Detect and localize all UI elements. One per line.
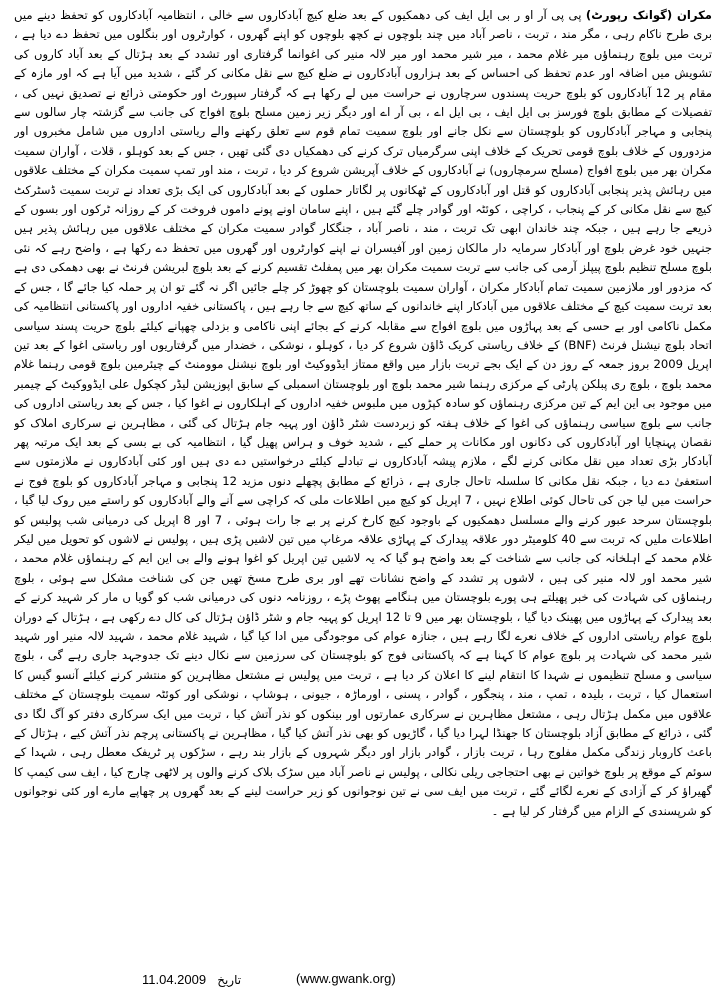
date-label: تاریخ — [217, 973, 242, 987]
footer — [0, 951, 724, 991]
article-text: پی پی آر او ر بی ایل ایف کی دھمکیوں کے بعد ضلع کیچ آبادکاروں سے خالی ، انتظامیہ آبادکاروں کو تحفظ دینے میں بری طرح ناکام رہی ، مگر مند ، تربت ، ناصر آباد میں چند بلوچوں نے کچھ بلوچوں کو اپنے گھروں ، کوارٹروں اور بنگلوں میں تحفظ دے دیا ہے ، تربت میں بلوچ رہنماؤں میر غلام محمد ، میر شیر محمد اور میر لالہ منیر کی اغوانما گرفتاری اور تشدد کے بعد ہڑتال کے بعد آباد کاروں کی تشویش میں اضافہ اور عدم تحفظ کی احساس کے بعد ہزاروں آبادکاروں نے ضلع کیچ سے نقل مکانی کر گئے ، شدید میں آیا ہے کہ اور مازہ کے مقام پر 12 آبادکاروں کو بلوچ حریت پسندوں سرچاروں نے حراست میں لے رکھا ہے کہ گرفتار سپورٹ اور حکومتی ذرائع نے تصدیق نہیں کی ، تفصیلات کے مطابق بلوچ فورسز بی ایل ایف ، بی ایل اے ، بی آر اے اور دیگر زیر زمین مسلح بلوچ افواج کی جانب سے گزشتہ چار سالوں سے پنجابی و مہاجر آبادکاروں کو بلوچستان سے نکل جانے اور بلوچ سمیت تمام قوم سے تعلق رکھنے والے ریاستی اداروں میں شامل مخبروں اور مزدوروں کے خلاف بلوچ قومی تحریک کے خلاف اپنی سرگرمیاں ترک کرنے کی دھمکیاں دی گئی تھیں ، جس کے بعد کوہلو ، قلات ، آواران سمیت مکران بھر میں بلوچ افواج (مسلح سرمچاروں) نے آبادکاروں کے خلاف آپریشن شروع کر دیا ، تربت ، مند اور تمپ سمیت مکران کے مختلف علاقوں میں رہائش پذیر پنجابی آبادکاروں کو قتل اور آبادکاروں کے ٹھکانوں پر لگاتار حملوں کے بعد آبادکاروں کی ایک بڑی تعداد نے تربت سمیت ڈسٹرکٹ کیچ سے نقل مکانی کر کے پنجاب ، کراچی ، کوئٹہ اور گوادر چلے گئے ہیں ، اپنے سامان اونے پونے داموں فروخت کر کے روزانہ ٹرکوں اور بسوں کے ذریعے جا رہے ہیں ، جبکہ چند خاندان ابھی تک تربت ، مند ، ناصر آباد ، جنگکار گوادر سمیت مکران کے مختلف علاقوں میں رہائش پذیر ہیں جنہیں خود غرض بلوچ اور آبادکار سرمایہ دار مالکان زمین اور آفیسران نے اپنے کوارٹروں اور گھروں میں تحفظ دے رکھا ہے ، واضح رہے کہ نئی بلوچ مسلح تنظیم بلوچ پیپلز آرمی کی جانب سے تربت سمیت مکران بھر میں پمفلٹ تقسیم کرنے کے بعد بلوچ لبریشن فرنٹ نے بھی دھمکی دی ہے کہ مزدور اور ملازمین سمیت تمام آبادکار مکران ، آواران سمیت بلوچستان کو چھوڑ کر چلے جائیں اگر نہ گئے تو ان پر حملہ کیا جائے گا ، جس کے بعد تربت سمیت کیچ کے مختلف علاقوں میں آبادکار اپنے خاندانوں کے ساتھ کیچ سے جا رہے ہیں ، پاکستانی خفیہ اداروں اور پاکستانی انتظامیہ کی مکمل ناکامی اور بے حسی کے بعد پہاڑوں میں بلوچ افواج سے مقابلہ کرنے کے بجائے اپنی ناکامی و بزدلی چھپانے کیلئے بلوچ حریت پسند سیاسی اتحاد بلوچ نیشنل فرنٹ (BNF) کے خلاف ریاستی کریک ڈاؤن شروع کر دیا ، کوہلو ، نوشکی ، خضدار میں گرفتاریوں اور ریاستی اغوا کے بعد تین اپریل 2009 بروز جمعہ کے روز دن کے ایک بجے تربت بازار میں واقع ممتاز ایڈووکیٹ اور بلوچ نیشنل موومنٹ کے چیئرمین بلوچ قومی رہنما غلام محمد بلوچ ، بلوچ ری پبلکن پارٹی کے مرکزی رہنما شیر محمد بلوچ اور بلوچستان اسمبلی کے سابق اپوزیشن لیڈر کچکول علی ایڈووکیٹ کے چیمبر میں موجود بی این ایم کے تین مرکزی رہنماؤں کو سادہ کپڑوں میں ملبوس خفیہ اداروں کے اہلکاروں نے اغوا کیا ، جس کے بعد ریاستی اداروں کی جانب سے بلوچ سیاسی رہنماؤں کی اغوا کے خلاف ہفتہ کو زبردست شٹر ڈاؤن اور پہیہ جام ہڑتال کی گئی ، مظاہرین نے سرکاری املاک کو نقصان پہنچایا اور آبادکاروں کی دکانوں اور مکانات پر حملے کیے ، شدید خوف و ہراس پھیل گیا ، انتظامیہ کی بے بسی کے بعد ایک مرتبہ پھر آبادکار بڑی تعداد میں نقل مکانی کرنے لگے ، ملازم پیشہ آبادکاروں نے تبادلے کیلئے درخواستیں دے دی ہیں اور کئی آبادکاروں نے ملازمتوں سے استعفیٰ دے دیا ، جبکہ نقل مکانی کا سلسلہ تاحال جاری ہے ، ذرائع کے مطابق پچھلے دنوں مزید 12 پنجابی و مہاجر آبادکاروں کو بلوچ فوج نے حراست میں لیا جن کی تاحال کوئی اطلاع نہیں ، 7 اپریل کو کیچ میں اطلاعات ملی کہ کراچی سے آنے والے آبادکاروں کو راستے میں روک لیا گیا ، بلوچستان سرحد عبور کرنے والے مسلسل دھمکیوں کے باوجود کیچ کارخ کرنے پر بے جا رات ہوئی ، 7 اور 8 اپریل کی درمیانی شب پولیس کو اطلاعات ملیں کہ تربت سے 40 کلومیٹر دور علاقہ پیدارک کے پہاڑی علاقہ مرغاپ میں تین لاشیں پڑی ہیں ، پولیس نے لاشوں کو تحویل میں لیکر غلام محمد کے اہلخانہ کی جانب سے شناخت کے بعد واضح ہو گیا کہ یہ لاشیں تین اپریل کو اغوا ہونے والے بی این ایم کے رہنماؤں غلام محمد ، شیر محمد اور لالہ منیر کی ہیں ، لاشوں پر تشدد کے واضح نشانات تھے اور بری طرح مسخ تھیں جن کی شناخت مشکل سے ہوئی ، بلوچ رہنماؤں کی شہادت کی خبر پھیلتے ہی پورے بلوچستان میں ہنگامے پھوٹ پڑے ، روزنامہ دنوں کی درمیانی شب کو گویا ں مار کر شہید کرنے کے بعد پیدارک کے پہاڑوں میں پھینک دیا گیا ، بلوچستان بھر میں 9 تا 12 اپریل کو پہیہ جام و شٹر ڈاؤن ہڑتال کی کال دے رکھی ہے ، ہڑتال کے دوران بلوچ عوام ریاستی اداروں کے خلاف نعرے لگا رہے ہیں ، جنازہ عوام کی موجودگی میں ادا کیا گیا ، شہید غلام محمد ، شہید لالہ منیر اور شہید شیر محمد کی شہادت پر بلوچ عوام کا کہنا ہے کہ پاکستانی فوج کو بلوچستان کی سرزمین سے نکال دینے تک جدوجہد جاری رہے گی ، بلوچ سیاسی و مسلح تنظیموں نے شہدا کا انتقام لینے کا اعلان کر دیا ہے ، تربت میں پولیس نے مشتعل مظاہرین کو منتشر کرنے کیلئے آنسو گیس کا استعمال کیا ، تربت ، بلیدہ ، تمپ ، مند ، پنجگور ، گوادر ، پسنی ، اورماڑہ ، جیونی ، ہوشاپ ، نوشکی اور کوئٹہ سمیت بلوچستان کے مختلف علاقوں میں مکمل ہڑتال رہی ، مشتعل مظاہرین نے سرکاری عمارتوں اور بینکوں کو نذر آتش کیا ، تربت میں ایک سرکاری دفتر کو آگ لگا دی گئی ، ذرائع کے مطابق آزاد بلوچستان کا جھنڈا لہرا دیا گیا ، گاڑیوں کو بھی نذر آتش کیا گیا ، مظاہرین نے پاکستانی پرچم نذر آتش کیے ، ہڑتال کے باعث کاروبار زندگی مکمل مفلوج رہا ، تربت بازار ، گوادر بازار اور دیگر شہروں کے بازار بند رہے ، سڑکوں پر ٹریفک معطل رہی ، شہدا کے سوئم کے موقع پر بلوچ خواتین نے بھی احتجاجی ریلی نکالی ، پولیس نے ناصر آباد میں سڑک بلاک کرنے والوں پر لاٹھی چارج کیا ، ایف سی کیمپ کا گھیراؤ کر کے آزادی کے نعرے لگائے گئے ، تربت میں ایف سی نے تین نوجوانوں کو زیر حراست لینے کے بعد گھروں پر چھاپے مارے اور کئی نوجوانوں کو شرپسندی کے الزام میں گرفتار کر لیا ہے ۔ — [14, 8, 712, 818]
date-value: 11.04.2009 — [142, 972, 207, 987]
article-body — [14, 6, 712, 821]
date-block — [142, 969, 241, 988]
article-lead: مکران (گوانک رپورٹ) — [585, 8, 712, 22]
website-link[interactable]: (www.gwank.org) — [296, 971, 396, 986]
article — [14, 6, 712, 950]
